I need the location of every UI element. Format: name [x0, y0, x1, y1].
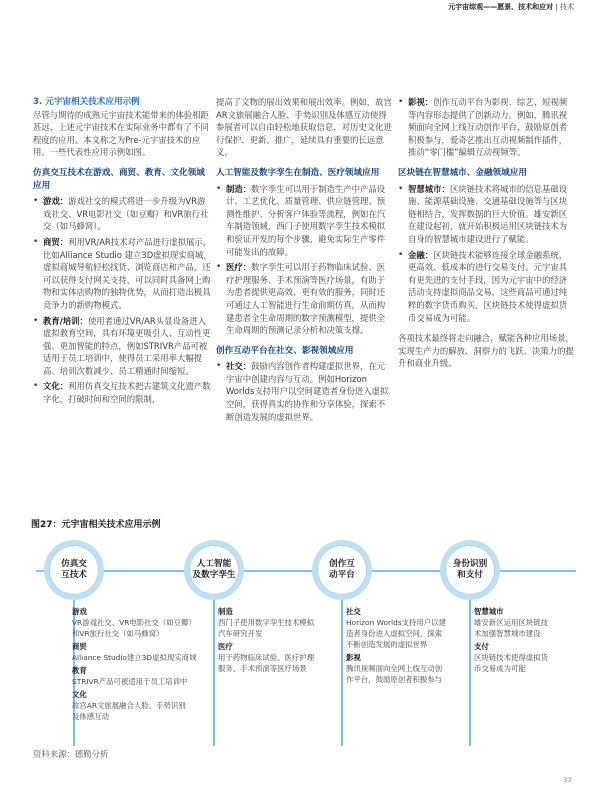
- header-title: 元宇宙综观——愿景、技术和应对: [448, 3, 554, 11]
- item-text: Alliance Studio建立3D虚拟现实商城: [72, 653, 197, 662]
- source-note: 资料来源：德勤分析: [33, 749, 109, 759]
- bullet-text: 使用者通过VR/AR头显设备进入虚拟教育空间，具有环境更吸引人、互动性更强、更加智能的特点，例如STRIVR产品可被适用于员工培训中，使得员工采用率大幅提高、培训次数减少、员工精通时间缩短。: [43, 315, 211, 376]
- text-column-2: [216, 96, 392, 423]
- item-text: 汽车研究开发: [218, 629, 263, 638]
- item-text: 西门子使用数字孪生技术模拟: [218, 618, 315, 627]
- bullet-item: [398, 249, 574, 325]
- item-label: 教育: [72, 666, 87, 675]
- bullet-text: 游戏社交的模式将进一步升级为VR游戏社交、VR电影社交（如豆瓣）和VR旅行社交（如马蜂窝）。: [43, 196, 209, 232]
- bullet-text: 区块链技术能够连接全球金融系统，更高效、低成本的进行交易支付。元宇宙具有更先进的支付手段，因为元宇宙中的经济活动支持虚拟商品交易，这些商品可通过纯粹的数字货币购买，区块链技术使得虚拟货币交易成为可能。: [408, 249, 568, 323]
- bullet-term: 文化：: [43, 381, 69, 392]
- item-label: 商贸: [72, 642, 87, 651]
- bullet-term: 商贸：: [43, 236, 69, 247]
- item-label: 游戏: [72, 607, 87, 616]
- bullet-text: 数字孪生可以用于药物临床试验、医疗护理服务、手术预演等医疗场景，有助于为患者提供更高效、更有效的服务，同时还可通过人工智能进行生命前期仿真，从而构建患者全生命周期的数字预测模型，提供全生命周期的预测记录分析和决策支撑。: [226, 262, 386, 336]
- bullet-text: 数字孪生可以用于制造生产中产品设计、工艺优化、质量管理、供应链管理、预测性维护、分析客户体验等流程，例如在汽车制造领域，西门子使用数字孪生技术模拟和验证开发的每个步骤，避免实际生产零件可能发出的故障。: [226, 183, 386, 257]
- subheading-blockchain: 区块链在智慧城市、金融领域应用: [398, 167, 527, 178]
- item-text: 币交易成为可能: [474, 664, 526, 673]
- node-connector: [341, 600, 343, 746]
- bullet-item: [398, 96, 574, 159]
- node-details-simulation: [72, 604, 212, 722]
- text-column-3: [398, 96, 574, 370]
- bullet-term: 游戏：: [43, 196, 69, 207]
- item-label: 制造: [218, 607, 233, 616]
- item-text: 及体感互动: [72, 712, 109, 721]
- bullet-item: [33, 236, 213, 312]
- node-details-identity: [474, 604, 574, 674]
- bullet-dot-icon: •: [216, 262, 222, 273]
- bullet-dot-icon: •: [33, 236, 39, 247]
- item-label: 医疗: [218, 642, 233, 651]
- node-identity: [440, 540, 500, 600]
- node-label: 身份识别 和支付: [445, 545, 495, 595]
- item-text: 作平台，鼓励原创者积极参与: [346, 675, 443, 684]
- bullet-term: 医疗：: [226, 262, 252, 273]
- bullet-dot-icon: •: [398, 183, 404, 194]
- subheading-ai: 人工智能及数字孪生在制造、医疗领域应用: [216, 167, 380, 178]
- node-ai: [184, 540, 244, 600]
- item-text: STRIVR产品可被适用于员工培训中: [72, 677, 188, 686]
- bullet-dot-icon: •: [216, 183, 222, 194]
- bullet-term: 智慧城市：: [408, 183, 450, 194]
- figure-title: 图27：元宇宙相关技术应用示例: [31, 520, 161, 530]
- node-connector: [469, 600, 471, 746]
- node-label: 创作互 动平台: [317, 545, 367, 595]
- bullet-item: [216, 360, 392, 423]
- closing-paragraph: 各项技术最终将走向融合，赋能各种应用场景，实现生产力的解放、洞察力的飞跃、决策力的提升和商业升级。: [398, 333, 574, 369]
- subheading-simulation: 仿真交互技术在游戏、商贸、教育、文化领域应用: [33, 167, 205, 191]
- bullet-dot-icon: •: [398, 249, 404, 260]
- bullet-term: 制造：: [226, 183, 252, 194]
- text-column-1: [33, 96, 213, 406]
- node-creation: [312, 540, 372, 600]
- bullet-dot-icon: •: [398, 97, 404, 107]
- bullet-item: [398, 183, 574, 246]
- bullet-term: 社交：: [226, 361, 252, 372]
- bullet-item: [33, 380, 213, 405]
- bullet-item: [216, 261, 392, 337]
- bullet-dot-icon: •: [33, 196, 39, 207]
- bullet-item: [216, 183, 392, 259]
- item-text: 服务、手术预演等医疗场景: [218, 664, 307, 673]
- intro-paragraph: 尽管与期待的成熟元宇宙技术能带来的体验相距甚远，上述元宇宙技术在实际业务中都有了不同程度的应用。本文称之为Pre-元宇宙技术的应用。一些代表性应用示例如图。: [33, 109, 209, 158]
- bullet-item: [33, 315, 213, 378]
- item-text: 腾讯视频面向全网上线互动创: [346, 664, 443, 673]
- item-text: 用于药物临床试验、医疗护理: [218, 653, 315, 662]
- tech-diagram: [36, 536, 576, 746]
- bullet-text: 利用仿真交互技术把古建筑文化遗产数字化，打破时间和空间的限制，: [43, 381, 211, 405]
- item-text: 和VR旅行社交（如马蜂窝）: [72, 629, 164, 638]
- bullet-term: 影视：: [408, 97, 434, 107]
- section-heading: 3. 元宇宙相关技术应用示例: [33, 97, 140, 107]
- bullet-text: 区块链技术将城市的信息基础设施、能源基础设施、交通基础设施等与区块链相结合，发挥数据的巨大价值。雄安新区在建设起初，就开始积极运用区块链技术为自身的智慧城市建设进行了赋能。: [408, 183, 568, 244]
- item-label: 社交: [346, 607, 361, 616]
- bullet-term: 金融：: [408, 249, 434, 260]
- node-label: 仿真交 互技术: [49, 545, 99, 595]
- node-details-creation: [346, 604, 470, 685]
- bullet-term: 教育/培训：: [43, 315, 88, 326]
- item-text: 故宫AR文旅展融合人脸、手势识别: [72, 701, 186, 710]
- page-header: [448, 2, 574, 12]
- item-text: 不断创造发展的虚拟世界: [346, 640, 428, 649]
- node-simulation: [44, 540, 104, 600]
- item-label: 智慧城市: [474, 607, 504, 616]
- continued-paragraph: 提高了文物的展出效果和展出效率。例如，故宫AR文旅展融合人脸、手势识别及体感互动使得参展者可以自由轻松地获取信息，对历史文化进行保护、更新、推广，延续具有重要的长远意义。: [216, 97, 392, 158]
- item-label: 支付: [474, 642, 489, 651]
- item-label: 影视: [346, 653, 361, 662]
- item-text: 区块链技术使得虚拟货: [474, 653, 548, 662]
- header-separator: |: [555, 3, 558, 11]
- node-label: 人工智能 及数字孪生: [189, 545, 239, 595]
- item-text: VR游戏社交、VR电影社交（如豆瓣）: [72, 618, 196, 627]
- bullet-dot-icon: •: [216, 361, 222, 372]
- bullet-text: 利用VR/AR技术对产品进行虚拟展示，比如Alliance Studio 建立3D虚拟现实商城，虚拟商城导航轻松找货、浏览商店和产品。还可以获得支付网关支持，可以同时具备网上购物和实体店购物的独特优势，从而打造出极具竞争力的新购物模式。: [43, 236, 212, 310]
- bullet-text: 创作互动平台为影视、综艺、短视频等内容形态提供了创新动力。例如，腾讯视频面向全网上线互动创作平台，鼓励原创者积极参与，爱奇艺推出互动视频制作插件，推动“零门槛”编辑互动视频等。: [408, 97, 568, 158]
- node-connector: [213, 600, 215, 746]
- bullet-dot-icon: •: [33, 381, 39, 392]
- item-label: 文化: [72, 690, 87, 699]
- item-text: 雄安新区运用区块链技: [474, 618, 548, 627]
- bullet-text: 鼓励内容创作者构建虚拟世界，在元宇宙中创建内容与互动。例如Horizon Worlds支持用户以空间建造者身份进入虚拟空间，获得真实的协作和分享体验，探索不断创造发展的虚拟世界。: [226, 361, 389, 422]
- item-text: 术加强智慧城市建设: [474, 629, 541, 638]
- bullet-dot-icon: •: [33, 315, 39, 326]
- node-details-ai: [218, 604, 343, 674]
- subheading-creation: 创作互动平台在社交、影视领域应用: [216, 345, 354, 356]
- page-number: 33: [563, 776, 572, 784]
- header-section: 技术: [560, 3, 574, 11]
- bullet-item: [33, 195, 213, 233]
- item-text: 造者身份进入虚拟空间，探索: [346, 629, 443, 638]
- item-text: Horizon Worlds支持用户以建: [346, 618, 446, 627]
